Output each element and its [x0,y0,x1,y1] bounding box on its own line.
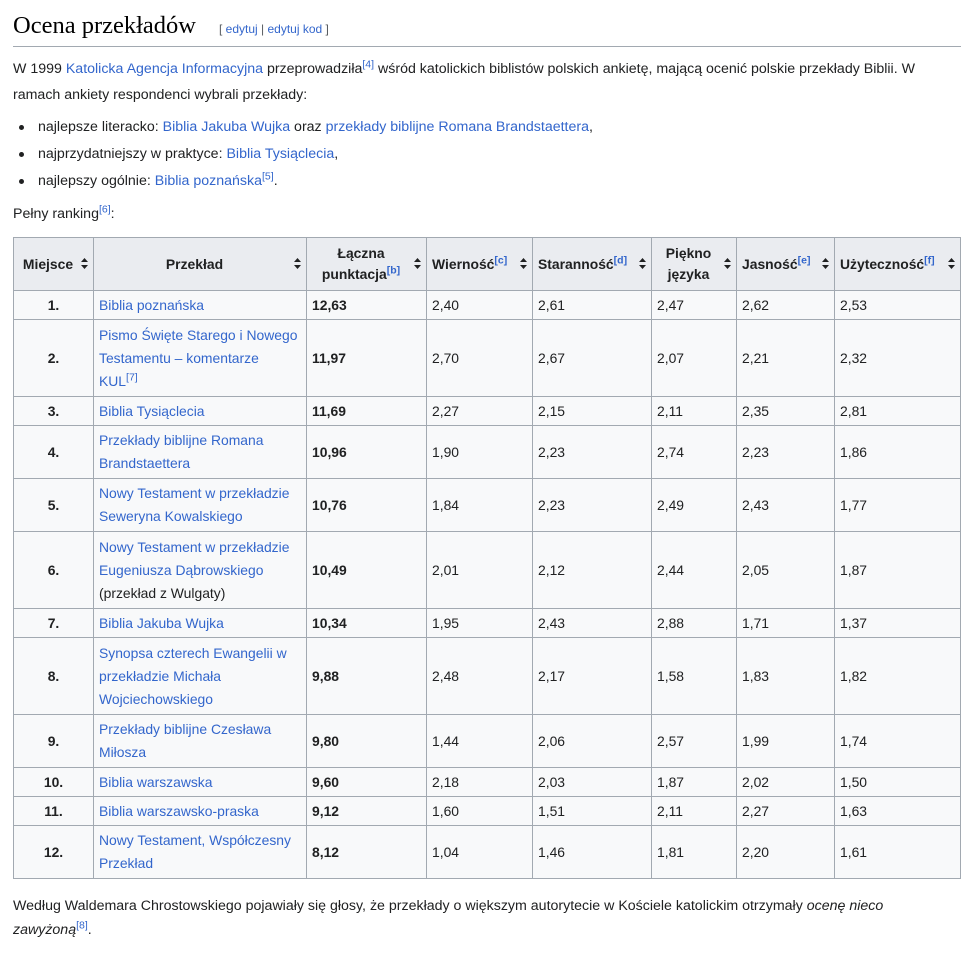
translation-link[interactable]: Przekłady biblijne Romana Brandstaettera [99,432,264,471]
translation-link[interactable]: Biblia warszawska [99,773,213,790]
cell-title [94,768,307,797]
section-title: Ocena przekładów [13,12,196,39]
ranking-label-colon: : [110,206,115,222]
cell-jasnosc: 2,02 [737,768,835,797]
header-label-line2: punktacja [321,266,387,282]
cell-piekno: 2,44 [652,532,737,609]
cell-wiernosc: 1,90 [427,426,533,479]
list-item-conjunction: oraz [290,119,326,135]
cell-starannosc: 2,61 [533,291,652,320]
kai-link[interactable]: Katolicka Agencja Informacyjna [65,61,263,77]
list-item-punct: , [589,119,593,135]
ranking-label [13,202,115,226]
header-label-text: Jasność [742,255,798,272]
cell-jasnosc: 2,05 [737,532,835,609]
cell-place: 2. [14,320,94,397]
edit-code-link[interactable]: edytuj kod [267,22,323,36]
cell-piekno: 2,47 [652,291,737,320]
cell-total: 9,12 [307,797,427,826]
list-item-label: najprzydatniejszy w praktyce: [38,146,227,162]
cell-starannosc: 2,43 [533,609,652,638]
header-label [538,254,635,275]
sort-arrows-icon[interactable] [81,254,88,275]
cell-wiernosc: 1,04 [427,826,533,879]
cell-starannosc: 2,23 [533,426,652,479]
cell-place: 3. [14,397,94,426]
cell-title [94,479,307,532]
header-label-text: Wierność [432,255,495,272]
cell-starannosc: 2,03 [533,768,652,797]
cell-wiernosc: 2,18 [427,768,533,797]
header-wiernosc[interactable] [427,238,533,291]
cell-place: 1. [14,291,94,320]
reference-7[interactable]: [7] [126,370,138,383]
sort-arrows-icon[interactable] [948,254,955,275]
table-row [14,320,961,397]
intro-text-3: wśród katolickich biblistów polskich ankietę, mającą ocenić polskie przekłady Biblii. W ramach ankiety respondenci wybrali przekłady: [13,61,915,103]
intro-text-2: przeprowadziła [263,61,363,77]
cell-jasnosc: 2,27 [737,797,835,826]
cell-piekno: 2,74 [652,426,737,479]
table-row [14,638,961,715]
cell-piekno: 1,87 [652,768,737,797]
translation-link[interactable]: Przekłady biblijne Czesława Miłosza [99,721,272,760]
cell-place: 5. [14,479,94,532]
header-starannosc[interactable] [533,238,652,291]
translation-note: (przekład z Wulgaty) [99,584,226,601]
results-list [13,114,593,195]
cell-total: 9,80 [307,715,427,768]
cell-uzytecznosc: 1,61 [835,826,961,879]
cell-title [94,397,307,426]
cell-place: 9. [14,715,94,768]
cell-place: 6. [14,532,94,609]
header-uzytecznosc[interactable] [835,238,961,291]
table-row [14,797,961,826]
table-row [14,397,961,426]
header-label: Miejsce [22,255,74,272]
translation-link[interactable]: Nowy Testament w przekładzie Eugeniusza Dąbrowskiego [99,538,290,578]
cell-starannosc: 2,67 [533,320,652,397]
edit-bracket-close: ] [322,22,329,36]
cell-wiernosc: 2,48 [427,638,533,715]
cell-total: 11,97 [307,320,427,397]
cell-total: 10,96 [307,426,427,479]
cell-wiernosc: 1,60 [427,797,533,826]
header-label [657,243,720,285]
table-row [14,826,961,879]
ranking-table [13,237,961,879]
table-row [14,532,961,609]
brandstaetter-link[interactable]: przekłady biblijne Romana Brandstaettera [325,119,589,135]
cell-total: 9,88 [307,638,427,715]
translation-link[interactable]: Biblia warszawsko-praska [99,802,259,819]
cell-title [94,291,307,320]
closing-paragraph [13,894,959,942]
ranking-label-text: Pełny ranking [13,206,99,222]
cell-place: 12. [14,826,94,879]
sort-arrows-icon[interactable] [520,254,527,275]
translation-link[interactable]: Biblia Jakuba Wujka [99,614,224,631]
reference-5[interactable]: [5] [262,170,274,183]
reference-4[interactable]: [4] [362,58,375,71]
sort-arrows-icon[interactable] [414,254,421,275]
cell-piekno: 2,07 [652,320,737,397]
cell-total: 12,63 [307,291,427,320]
cell-jasnosc: 2,62 [737,291,835,320]
edit-link[interactable]: edytuj [225,22,258,36]
header-label-text: Staranność [538,255,614,272]
note-f[interactable]: [f] [924,253,935,266]
cell-place: 7. [14,609,94,638]
translation-link[interactable]: Synopsa czterech Ewangelii w przekładzie Michała Wojciechowskiego [99,644,287,707]
closing-text: Według Waldemara Chrostowskiego pojawiały się głosy, że przekłady o większym autorytecie w Kościele katolickim otrzymały [13,898,807,914]
note-e[interactable]: [e] [797,253,811,266]
header-label-line2: języka [667,266,710,282]
sort-arrows-icon[interactable] [294,254,301,275]
cell-uzytecznosc: 2,81 [835,397,961,426]
cell-total: 11,69 [307,397,427,426]
cell-piekno: 1,81 [652,826,737,879]
reference-8[interactable]: [8] [76,919,88,932]
edit-bracket-open: [ [219,22,226,36]
note-c[interactable]: [c] [494,253,508,266]
header-jasnosc[interactable] [737,238,835,291]
header-label [312,243,410,285]
cell-wiernosc: 1,84 [427,479,533,532]
cell-piekno: 2,88 [652,609,737,638]
cell-starannosc: 2,17 [533,638,652,715]
header-label: Przekład [165,255,224,272]
cell-title [94,532,307,609]
table-row [14,715,961,768]
cell-title [94,426,307,479]
cell-jasnosc: 1,99 [737,715,835,768]
header-label [840,254,944,275]
table-row [14,479,961,532]
cell-uzytecznosc: 1,86 [835,426,961,479]
cell-jasnosc: 1,71 [737,609,835,638]
cell-title [94,797,307,826]
cell-jasnosc: 2,23 [737,426,835,479]
list-item-literary [13,114,593,141]
cell-starannosc: 2,12 [533,532,652,609]
table-row [14,609,961,638]
cell-jasnosc: 2,21 [737,320,835,397]
cell-place: 10. [14,768,94,797]
cell-title [94,638,307,715]
list-item-label: najlepszy ogólnie: [38,173,155,189]
cell-jasnosc: 2,43 [737,479,835,532]
cell-wiernosc: 1,44 [427,715,533,768]
cell-uzytecznosc: 1,82 [835,638,961,715]
cell-title [94,320,307,397]
translation-link[interactable]: Pismo Święte Starego i Nowego Testamentu – komentarze KUL [99,326,298,389]
translation-link[interactable]: Nowy Testament, Współczesny Przekład [99,832,291,871]
cell-starannosc: 2,15 [533,397,652,426]
header-piekno-jezyka[interactable] [652,238,737,291]
cell-uzytecznosc: 1,77 [835,479,961,532]
cell-wiernosc: 2,70 [427,320,533,397]
cell-uzytecznosc: 1,63 [835,797,961,826]
header-label-line1: Piękno [665,245,712,261]
closing-punct: . [87,922,92,938]
translation-link[interactable]: Nowy Testament w przekładzie Seweryna Kowalskiego [99,485,290,524]
table-header-row [14,238,961,291]
section-heading-row [13,10,961,47]
cell-piekno: 2,49 [652,479,737,532]
intro-text-1: W 1999 [13,61,66,77]
cell-total: 10,34 [307,609,427,638]
note-b[interactable]: [b] [386,264,401,277]
header-label [432,254,516,275]
cell-uzytecznosc: 1,74 [835,715,961,768]
translation-link[interactable]: Biblia poznańska [99,296,205,313]
sort-arrows-icon[interactable] [724,254,731,275]
cell-title [94,826,307,879]
poznanska-link[interactable]: Biblia poznańska [154,173,262,189]
closing-italic: ocenę nieco zawyżoną [13,898,884,938]
list-item-practical [13,141,593,168]
header-miejsce[interactable] [14,238,94,291]
cell-total: 8,12 [307,826,427,879]
reference-6[interactable]: [6] [98,203,111,216]
cell-piekno: 1,58 [652,638,737,715]
note-d[interactable]: [d] [613,253,628,266]
tysiaclecia-link[interactable]: Biblia Tysiąclecia [226,146,335,162]
header-laczna-punktacja[interactable] [307,238,427,291]
cell-uzytecznosc: 1,87 [835,532,961,609]
cell-title [94,715,307,768]
cell-starannosc: 2,06 [533,715,652,768]
list-item-punct: , [334,146,339,162]
cell-jasnosc: 2,20 [737,826,835,879]
cell-jasnosc: 2,35 [737,397,835,426]
cell-wiernosc: 2,01 [427,532,533,609]
cell-place: 4. [14,426,94,479]
cell-starannosc: 1,46 [533,826,652,879]
table-row [14,768,961,797]
cell-wiernosc: 1,95 [427,609,533,638]
cell-uzytecznosc: 1,50 [835,768,961,797]
table-row [14,426,961,479]
table-row [14,291,961,320]
header-przeklad[interactable] [94,238,307,291]
cell-place: 11. [14,797,94,826]
list-item-label: najlepsze literacko: [38,119,163,135]
header-label-text: Użyteczność [840,255,925,272]
cell-uzytecznosc: 2,32 [835,320,961,397]
cell-wiernosc: 2,27 [427,397,533,426]
list-item-overall [13,168,593,195]
cell-wiernosc: 2,40 [427,291,533,320]
cell-starannosc: 1,51 [533,797,652,826]
list-item-punct: . [273,173,278,189]
translation-link[interactable]: Biblia Tysiąclecia [99,402,205,419]
cell-total: 10,49 [307,532,427,609]
cell-title [94,609,307,638]
cell-starannosc: 2,23 [533,479,652,532]
cell-place: 8. [14,638,94,715]
edit-separator: | [257,22,268,36]
cell-piekno: 2,11 [652,397,737,426]
cell-jasnosc: 1,83 [737,638,835,715]
cell-uzytecznosc: 1,37 [835,609,961,638]
header-label [742,254,818,275]
cell-total: 9,60 [307,768,427,797]
sort-arrows-icon[interactable] [639,254,646,275]
intro-paragraph [13,56,959,108]
header-label-line1: Łączna [337,245,385,261]
cell-uzytecznosc: 2,53 [835,291,961,320]
edit-links [219,22,329,36]
wujek-link[interactable]: Biblia Jakuba Wujka [162,119,291,135]
cell-piekno: 2,11 [652,797,737,826]
sort-arrows-icon[interactable] [822,254,829,275]
cell-piekno: 2,57 [652,715,737,768]
cell-total: 10,76 [307,479,427,532]
